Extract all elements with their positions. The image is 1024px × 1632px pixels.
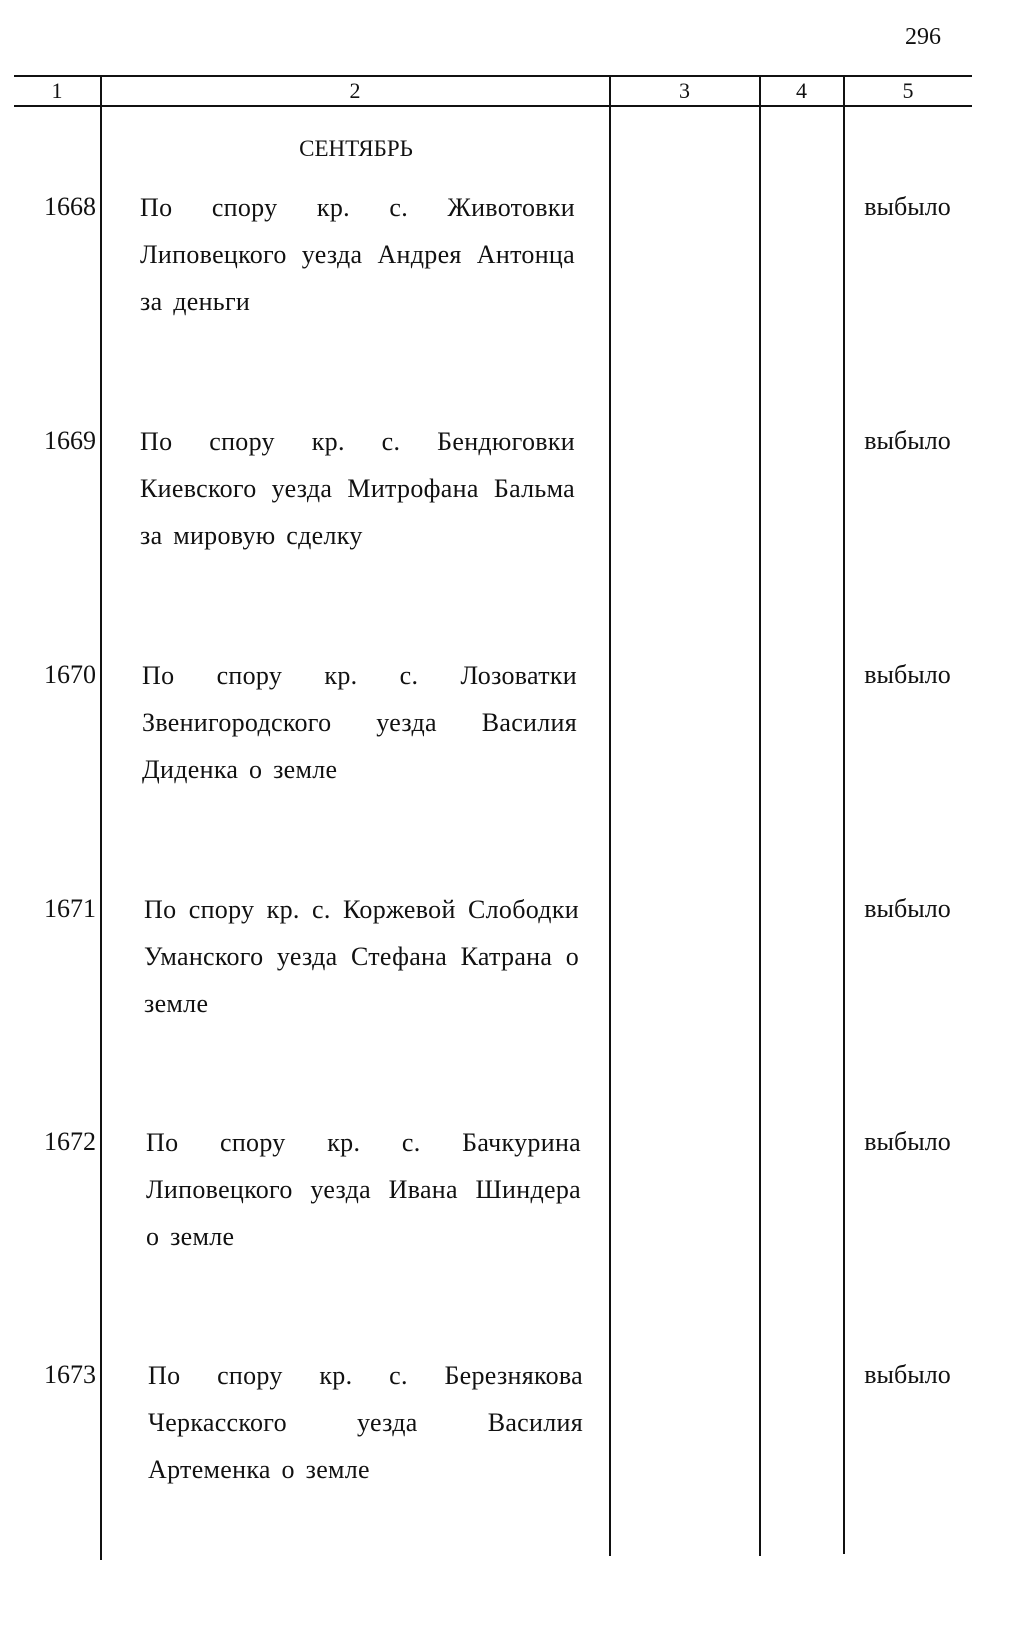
- section-heading: СЕНТЯБРЬ: [299, 136, 413, 161]
- column-header-1: 1: [51, 78, 63, 103]
- row-number: 1669: [44, 426, 96, 455]
- row-status: выбыло: [864, 426, 951, 455]
- table-header-rule: [14, 105, 972, 107]
- row-description: По спору кр. с. Березнякова Черкасского уезда Василия Артеменка о земле: [148, 1361, 583, 1484]
- row-status: выбыло: [864, 1127, 951, 1156]
- row-status: выбыло: [864, 660, 951, 689]
- column-header-5: 5: [902, 78, 914, 103]
- row-status: выбыло: [864, 192, 951, 221]
- row-description: По спору кр. с. Лозоватки Звенигородского уезда Василия Диденка о земле: [142, 661, 577, 784]
- row-description: По спору кр. с. Животовки Липовецкого уезда Андрея Антонца за деньги: [140, 193, 575, 316]
- row-description: По спору кр. с. Бачкурина Липовецкого уезда Ивана Шиндера о земле: [146, 1128, 581, 1251]
- column-divider-3: [759, 76, 761, 1556]
- column-header-4: 4: [796, 78, 807, 103]
- page-number: 296: [905, 24, 941, 50]
- column-divider-4: [843, 76, 845, 1554]
- row-number: 1668: [44, 192, 96, 221]
- column-header-2: 2: [349, 78, 361, 103]
- table-top-rule: [14, 75, 972, 77]
- column-divider-2: [609, 76, 611, 1556]
- row-status: выбыло: [864, 1360, 951, 1389]
- row-number: 1671: [44, 894, 96, 923]
- column-divider-1: [100, 76, 102, 1560]
- row-description: По спору кр. с. Бендюговки Киевского уезда Митрофана Бальма за мировую сделку: [140, 427, 575, 550]
- row-description: По спору кр. с. Коржевой Слободки Уманского уезда Стефана Катрана о земле: [144, 895, 579, 1018]
- row-number: 1672: [44, 1127, 96, 1156]
- row-number: 1670: [44, 660, 96, 689]
- row-status: выбыло: [864, 894, 951, 923]
- column-header-3: 3: [679, 78, 690, 103]
- row-number: 1673: [44, 1360, 96, 1389]
